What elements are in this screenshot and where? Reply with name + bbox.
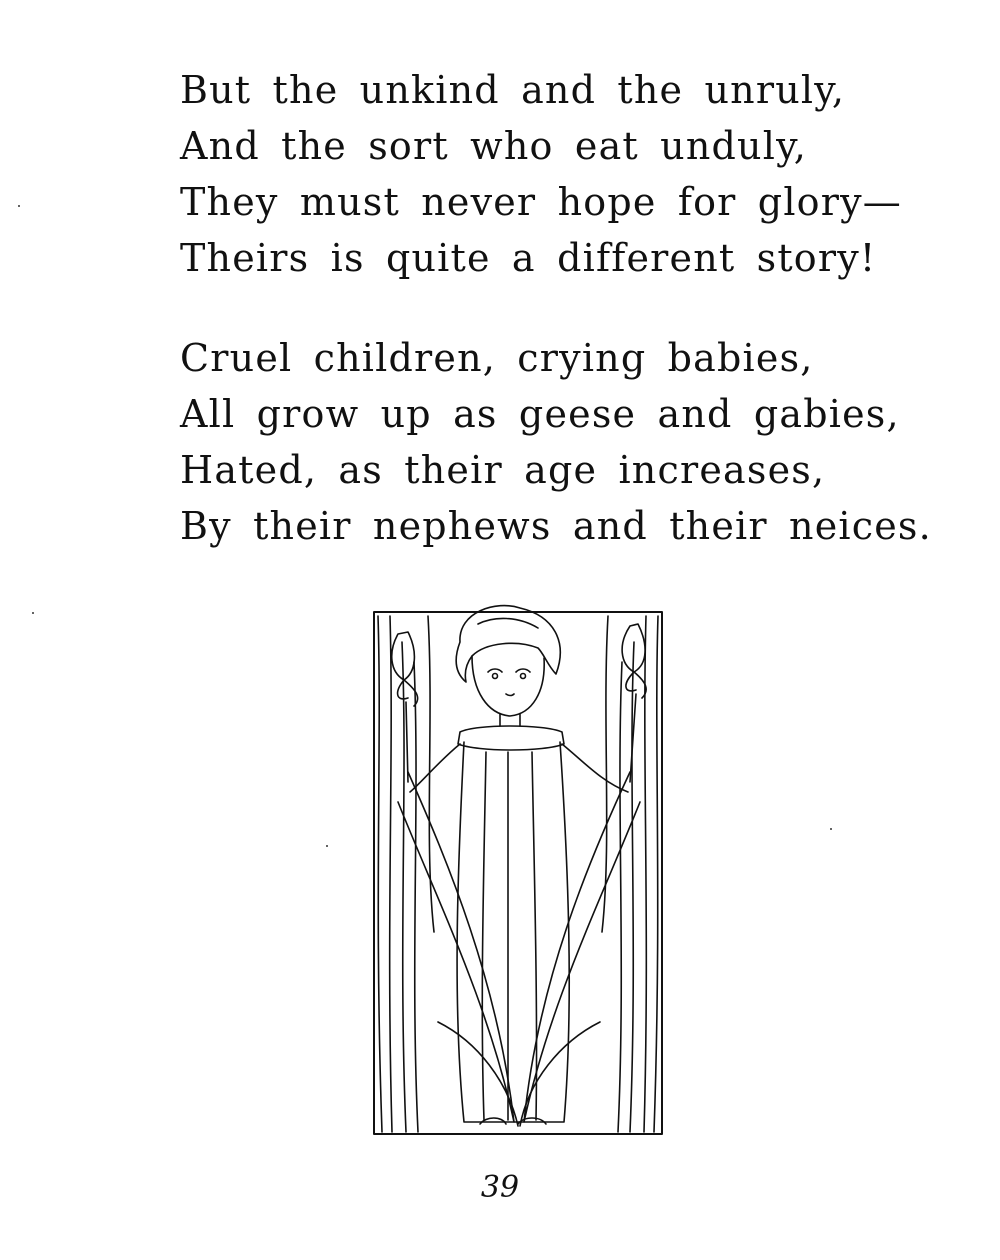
paper-speck (326, 845, 328, 847)
poem-line: Hated, as their age increases, (180, 448, 826, 492)
poem-line: Theirs is quite a different story! (180, 236, 877, 280)
poem-line: But the unkind and the unruly, (180, 68, 846, 112)
poem-line: All grow up as geese and gabies, (180, 392, 900, 436)
paper-speck (830, 828, 832, 830)
poem-line: And the sort who eat unduly, (180, 124, 807, 168)
page-number: 39 (480, 1170, 520, 1205)
girl-with-irises-illustration (368, 602, 668, 1142)
poem-line: They must never hope for glory— (180, 180, 902, 224)
stanza-2 (180, 330, 932, 554)
poem-line: By their nephews and their neices. (180, 504, 932, 548)
stanza-1 (180, 62, 902, 286)
paper-speck (32, 612, 34, 614)
paper-speck (18, 205, 20, 207)
poem-line: Cruel children, crying babies, (180, 336, 814, 380)
